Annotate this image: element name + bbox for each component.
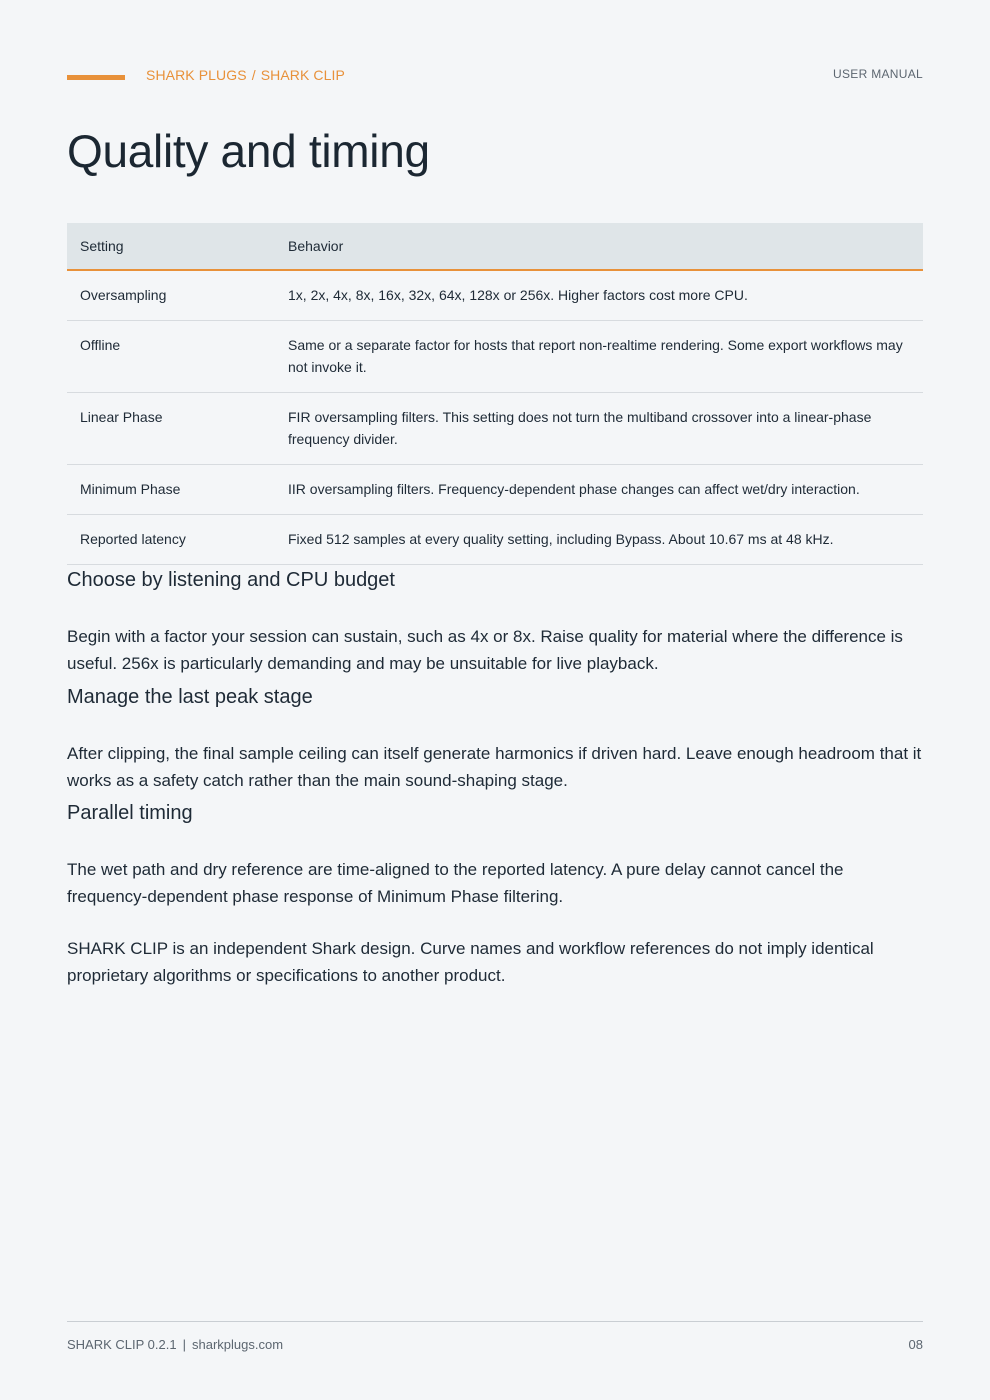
section-last-peak-stage	[67, 684, 923, 794]
behavior-cell: IIR oversampling filters. Frequency-dependent phase changes can affect wet/dry interaction.	[275, 465, 923, 515]
page-number: 08	[908, 1337, 923, 1352]
section-body: Begin with a factor your session can sustain, such as 4x or 8x. Raise quality for material where the difference is useful. 256x is particularly demanding and may be unsuitable for live playback.	[67, 627, 903, 673]
setting-cell: Reported latency	[67, 515, 275, 565]
behavior-cell: Fixed 512 samples at every quality setting, including Bypass. About 10.67 ms at 48 kHz.	[275, 515, 923, 565]
breadcrumb-product: SHARK CLIP	[260, 67, 345, 83]
table-header-row	[67, 223, 923, 270]
setting-cell: Linear Phase	[67, 393, 275, 465]
behavior-cell: FIR oversampling filters. This setting does not turn the multiband crossover into a linear-phase frequency divider.	[275, 393, 923, 465]
table-row	[67, 270, 923, 321]
independence-note: SHARK CLIP is an independent Shark design. Curve names and workflow references do not imply identical proprietary algorithms or specifications to another product.	[67, 939, 874, 985]
column-header-setting: Setting	[67, 223, 275, 270]
footer-site-link[interactable]: sharkplugs.com	[191, 1337, 284, 1352]
column-header-behavior: Behavior	[275, 223, 923, 270]
page-header	[67, 66, 923, 86]
section-heading: Choose by listening and CPU budget	[67, 569, 395, 591]
page-title: Quality and timing	[67, 125, 430, 177]
breadcrumb-separator: /	[251, 67, 256, 83]
section-body: The wet path and dry reference are time-aligned to the reported latency. A pure delay cannot cancel the frequency-dependent phase response of Minimum Phase filtering.	[67, 860, 844, 906]
section-parallel-timing	[67, 800, 923, 910]
section-heading: Manage the last peak stage	[67, 686, 313, 708]
manual-page	[67, 0, 923, 1400]
breadcrumb	[146, 67, 345, 83]
behavior-cell: Same or a separate factor for hosts that report non-realtime rendering. Some export workflows may not invoke it.	[275, 321, 923, 393]
footer-divider	[67, 1321, 923, 1322]
breadcrumb-brand: SHARK PLUGS	[146, 67, 247, 83]
table-row	[67, 515, 923, 565]
footer-info	[67, 1337, 283, 1352]
table-row	[67, 393, 923, 465]
settings-table	[67, 223, 923, 565]
section-heading: Parallel timing	[67, 802, 193, 824]
table-row	[67, 321, 923, 393]
footer-separator: |	[182, 1337, 186, 1352]
section-body: After clipping, the final sample ceiling can itself generate harmonics if driven hard. Leave enough headroom that it works as a safety catch rather than the main sound-shaping stage.	[67, 744, 922, 790]
footer-product: SHARK CLIP 0.2.1	[67, 1337, 177, 1352]
section-listening-cpu	[67, 567, 923, 677]
setting-cell: Minimum Phase	[67, 465, 275, 515]
accent-bar	[67, 75, 125, 80]
table-row	[67, 465, 923, 515]
doc-label: USER MANUAL	[833, 67, 923, 81]
setting-cell: Oversampling	[67, 270, 275, 321]
setting-cell: Offline	[67, 321, 275, 393]
behavior-cell: 1x, 2x, 4x, 8x, 16x, 32x, 64x, 128x or 256x. Higher factors cost more CPU.	[275, 270, 923, 321]
